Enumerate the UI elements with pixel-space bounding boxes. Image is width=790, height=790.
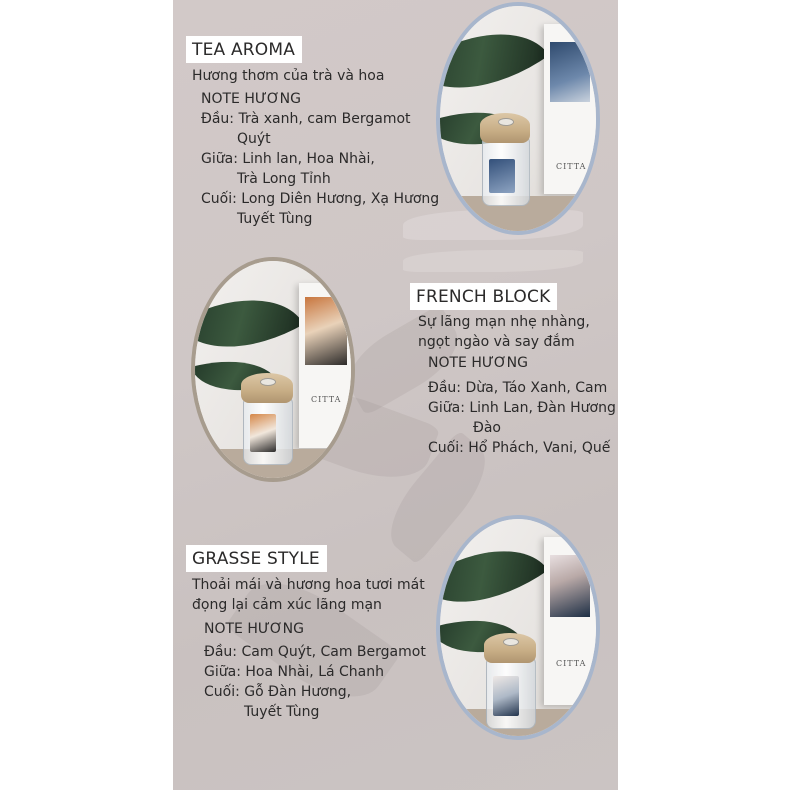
section-description: Thoải mái và hương hoa tươi mát [192, 577, 425, 593]
note-line: Đầu: Dừa, Táo Xanh, Cam [428, 380, 608, 396]
product-box [544, 537, 596, 705]
note-line: Đầu: Cam Quýt, Cam Bergamot [204, 644, 426, 660]
note-line: Trà Long Tỉnh [237, 171, 331, 187]
section-description: Hương thơm của trà và hoa [192, 68, 385, 84]
section-description: đọng lại cảm xúc lãng mạn [192, 597, 382, 613]
box-illustration [550, 555, 590, 617]
note-line: Cuối: Hổ Phách, Vani, Quế [428, 440, 611, 456]
product-box [299, 283, 353, 448]
diffuser-jar [243, 397, 293, 465]
note-line: Cuối: Gỗ Đàn Hương, [204, 684, 352, 700]
product-box [544, 24, 596, 194]
note-line: Tuyết Tùng [237, 211, 313, 227]
section-description: ngọt ngào và say đắm [418, 334, 575, 350]
note-line: Đào [473, 420, 501, 436]
jar-label [250, 414, 276, 452]
lid-cap [503, 638, 519, 646]
jar-label [489, 159, 515, 193]
section-title-tea-aroma: TEA AROMA [186, 36, 302, 63]
note-heading: NOTE HƯƠNG [428, 355, 528, 371]
box-illustration [305, 297, 347, 365]
brand-logo: CITTA [556, 659, 587, 668]
diffuser-jar [486, 657, 536, 729]
brand-logo: CITTA [556, 162, 587, 171]
brand-logo: CITTA [311, 395, 342, 404]
note-heading: NOTE HƯƠNG [204, 621, 304, 637]
product-photo-grasse-style [436, 515, 600, 740]
background-leaf-shadow [403, 250, 583, 272]
lid-cap [498, 118, 514, 126]
jar-label [493, 676, 519, 716]
diffuser-jar [482, 136, 530, 206]
product-photo-tea-aroma [436, 2, 600, 235]
section-title-grasse-style: GRASSE STYLE [186, 545, 327, 572]
section-title-french-block: FRENCH BLOCK [410, 283, 557, 310]
note-line: Giữa: Linh Lan, Đàn Hương [428, 400, 616, 416]
note-line: Cuối: Long Diên Hương, Xạ Hương [201, 191, 440, 207]
note-line: Giữa: Hoa Nhài, Lá Chanh [204, 664, 384, 680]
note-line: Đầu: Trà xanh, cam Bergamot [201, 111, 411, 127]
section-description: Sự lãng mạn nhẹ nhàng, [418, 314, 590, 330]
product-photo-french-block [191, 257, 355, 482]
note-heading: NOTE HƯƠNG [201, 91, 301, 107]
box-illustration [550, 42, 590, 102]
note-line: Quýt [237, 131, 271, 147]
note-line: Giữa: Linh lan, Hoa Nhài, [201, 151, 375, 167]
lid-cap [260, 378, 276, 386]
note-line: Tuyết Tùng [244, 704, 320, 720]
